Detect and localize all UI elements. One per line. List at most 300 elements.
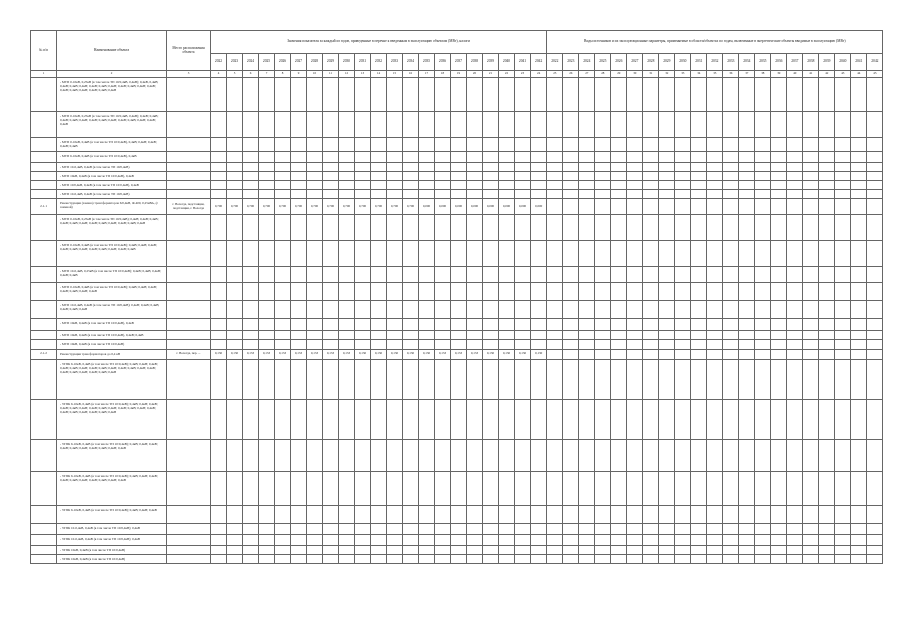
value-left-cell [515,545,531,554]
year-right-header: 2037 [787,54,803,71]
value-right-cell [611,163,627,172]
value-right-cell [611,331,627,340]
value-left-cell [467,241,483,267]
value-right-cell [547,523,563,534]
value-right-cell [787,181,803,190]
row-number [31,138,57,152]
value-left-cell [467,534,483,545]
value-right-cell [803,301,819,319]
value-left-cell [467,138,483,152]
value-right-cell [611,523,627,534]
value-left-cell [467,190,483,199]
value-right-cell [851,172,867,181]
value-right-cell [707,505,723,523]
value-right-cell [771,215,787,241]
value-right-cell [755,359,771,399]
value-right-cell [723,163,739,172]
value-left-cell [307,471,323,505]
value-right-cell [787,523,803,534]
value-left-cell [403,241,419,267]
value-right-cell [579,163,595,172]
value-left-cell [275,471,291,505]
value-right-cell [867,78,883,112]
value-right-cell [675,349,691,359]
value-right-cell [739,331,755,340]
object-name: - МТП 10кВ, 0,4кВ (в том числе ТП 10/0,4кВ) [57,340,167,349]
table-row [31,267,883,283]
value-right-cell [851,331,867,340]
value-left-cell [211,163,227,172]
value-right-cell [851,163,867,172]
column-index-cell: 20 [467,71,483,78]
value-right-cell [819,534,835,545]
row-number [31,283,57,301]
column-index-cell: 12 [339,71,355,78]
value-right-cell [835,545,851,554]
value-right-cell [595,78,611,112]
header-location: Место расположения объекта [167,31,211,71]
value-right-cell [835,439,851,471]
value-left-cell [419,172,435,181]
value-right-cell [851,319,867,331]
value-left-cell [515,283,531,301]
value-right-cell [867,545,883,554]
value-left-cell [243,163,259,172]
object-location [167,359,211,399]
value-right-cell [803,181,819,190]
table-row [31,349,883,359]
value-left-cell: 0,130 [211,349,227,359]
value-left-cell [339,172,355,181]
value-right-cell [659,349,675,359]
table-row [31,181,883,190]
value-right-cell [659,181,675,190]
column-index-cell: 17 [419,71,435,78]
value-right-cell [643,112,659,138]
value-right-cell [835,359,851,399]
value-left-cell [419,340,435,349]
value-right-cell [771,359,787,399]
value-right-cell [819,241,835,267]
value-left-cell [323,554,339,563]
value-left-cell [531,241,547,267]
value-left-cell [499,505,515,523]
value-left-cell [419,190,435,199]
value-left-cell [275,439,291,471]
value-right-cell [595,439,611,471]
value-left-cell [499,78,515,112]
value-right-cell [643,283,659,301]
value-right-cell [803,505,819,523]
value-right-cell [819,215,835,241]
value-left-cell [435,267,451,283]
value-right-cell [611,215,627,241]
value-left-cell [291,172,307,181]
value-left-cell [419,554,435,563]
value-left-cell [483,181,499,190]
row-number [31,359,57,399]
value-left-cell [419,163,435,172]
value-right-cell [819,340,835,349]
value-left-cell [323,78,339,112]
value-right-cell [787,199,803,215]
value-right-cell [563,78,579,112]
value-right-cell [547,349,563,359]
value-right-cell [595,190,611,199]
value-right-cell [659,359,675,399]
value-right-cell [643,439,659,471]
header-row-index [31,71,883,78]
value-left-cell [419,319,435,331]
value-left-cell [387,554,403,563]
value-right-cell [691,554,707,563]
value-left-cell [259,534,275,545]
value-right-cell [803,163,819,172]
value-left-cell [483,267,499,283]
value-right-cell [563,172,579,181]
value-left-cell [467,267,483,283]
object-location [167,267,211,283]
value-left-cell [259,78,275,112]
value-left-cell [307,319,323,331]
value-left-cell [211,301,227,319]
value-left-cell [243,439,259,471]
value-right-cell [595,152,611,163]
value-right-cell [691,152,707,163]
value-right-cell [819,199,835,215]
value-right-cell [547,439,563,471]
value-right-cell [803,199,819,215]
value-right-cell [579,112,595,138]
column-index-cell: 31 [643,71,659,78]
object-location [167,471,211,505]
value-left-cell [467,181,483,190]
value-left-cell: 0,130 [419,349,435,359]
value-left-cell [467,78,483,112]
value-right-cell [867,172,883,181]
value-left-cell: 0,000 [499,199,515,215]
header-group-right: Виды источников и их эксплуатационные параметры, применяемые в области/объектах по годам, включенные в энергетические объекты вводимые в эксплуатацию (МВт) [547,31,883,54]
value-right-cell [563,138,579,152]
value-left-cell [339,471,355,505]
value-right-cell [803,359,819,399]
value-right-cell [819,267,835,283]
value-left-cell [387,112,403,138]
value-right-cell [675,267,691,283]
value-left-cell [483,301,499,319]
column-index-cell: 5 [227,71,243,78]
value-left-cell [339,138,355,152]
value-right-cell [643,215,659,241]
object-name: - МТП 10-0,4кВ, 0,4кВ (в том числе ТП 10/0,4кВ); 0,4кВ; 0,4кВ; 0,4кВ; 0,4кВ; 0,4кВ; 0,4кВ [57,301,167,319]
value-left-cell [515,505,531,523]
value-left-cell: 0,700 [259,199,275,215]
column-index-cell: 34 [691,71,707,78]
value-left-cell [307,545,323,554]
value-right-cell [867,199,883,215]
value-right-cell [691,331,707,340]
value-right-cell [723,301,739,319]
value-left-cell [243,152,259,163]
value-right-cell [595,523,611,534]
value-right-cell [787,241,803,267]
object-location [167,554,211,563]
value-left-cell [275,181,291,190]
value-left-cell: 0,700 [387,199,403,215]
value-left-cell [275,505,291,523]
value-left-cell [291,359,307,399]
value-left-cell [371,340,387,349]
table-row [31,152,883,163]
value-left-cell [371,359,387,399]
object-location [167,319,211,331]
year-left-header: 2034 [403,54,419,71]
value-right-cell [595,359,611,399]
value-left-cell [259,505,275,523]
value-right-cell [803,215,819,241]
value-left-cell [531,181,547,190]
value-right-cell [851,78,867,112]
value-right-cell [851,199,867,215]
value-left-cell [483,439,499,471]
object-location [167,439,211,471]
value-right-cell [739,359,755,399]
value-right-cell [835,199,851,215]
value-left-cell [483,545,499,554]
year-right-header: 2026 [611,54,627,71]
value-left-cell [227,439,243,471]
value-right-cell [563,181,579,190]
value-right-cell [643,190,659,199]
value-right-cell [835,152,851,163]
value-left-cell [211,241,227,267]
value-right-cell [675,283,691,301]
value-left-cell [307,340,323,349]
value-right-cell [819,181,835,190]
value-left-cell [419,215,435,241]
value-left-cell [243,523,259,534]
value-right-cell [643,181,659,190]
value-left-cell [243,399,259,439]
value-left-cell [227,181,243,190]
value-right-cell [691,199,707,215]
value-left-cell [211,340,227,349]
value-left-cell [371,190,387,199]
value-right-cell [563,163,579,172]
value-left-cell [323,471,339,505]
value-left-cell [531,331,547,340]
value-right-cell [755,505,771,523]
value-left-cell [291,283,307,301]
value-right-cell [755,471,771,505]
column-index-cell: 27 [579,71,595,78]
value-left-cell [339,399,355,439]
column-index-cell: 3 [167,71,211,78]
value-right-cell [723,331,739,340]
value-left-cell [531,340,547,349]
value-left-cell [307,190,323,199]
value-right-cell [659,439,675,471]
value-left-cell [499,241,515,267]
column-index-cell: 29 [611,71,627,78]
value-left-cell [531,534,547,545]
value-left-cell [483,331,499,340]
value-right-cell [755,241,771,267]
value-left-cell [483,241,499,267]
value-left-cell [355,112,371,138]
value-left-cell [291,152,307,163]
value-right-cell [675,471,691,505]
year-left-header: 2042 [531,54,547,71]
value-right-cell [851,340,867,349]
value-left-cell: 0,700 [275,199,291,215]
object-location [167,331,211,340]
row-number [31,439,57,471]
value-left-cell [403,331,419,340]
value-left-cell [259,112,275,138]
value-right-cell [579,181,595,190]
value-right-cell [739,152,755,163]
value-left-cell [211,399,227,439]
value-right-cell [851,181,867,190]
value-left-cell [483,112,499,138]
year-left-header: 2027 [291,54,307,71]
value-left-cell: 0,133 [339,349,355,359]
value-right-cell [723,319,739,331]
value-right-cell [707,319,723,331]
value-left-cell [483,215,499,241]
value-left-cell [451,523,467,534]
table-row [31,138,883,152]
value-right-cell [547,283,563,301]
column-index-cell: 38 [755,71,771,78]
value-right-cell [835,215,851,241]
year-left-header: 2022 [211,54,227,71]
value-right-cell [659,172,675,181]
value-left-cell [403,319,419,331]
value-left-cell [387,78,403,112]
value-right-cell [739,283,755,301]
value-left-cell [259,545,275,554]
row-number [31,163,57,172]
value-right-cell [547,340,563,349]
value-right-cell [691,267,707,283]
value-right-cell [547,534,563,545]
value-right-cell [627,319,643,331]
object-location [167,138,211,152]
value-left-cell [339,283,355,301]
value-left-cell [419,283,435,301]
value-left-cell [307,554,323,563]
value-left-cell [403,152,419,163]
table-body [31,78,883,564]
object-name: Реконструкция (замена) трансформаторов 6/0,4кВ, Ф-400, 0,25кВА, (с заменой) [57,199,167,215]
value-right-cell [563,152,579,163]
value-left-cell [291,163,307,172]
value-left-cell [371,534,387,545]
value-right-cell [643,471,659,505]
value-right-cell [675,152,691,163]
value-left-cell: 0,130 [355,349,371,359]
value-left-cell [243,340,259,349]
object-name: - ЗТПК 6-10кВ, 0,4кВ (в том числе ТП 10/0,4кВ); 0,4кВ; 0,4кВ; 0,4кВ [57,505,167,523]
value-right-cell [547,267,563,283]
value-left-cell [355,331,371,340]
value-left-cell [227,319,243,331]
value-left-cell [435,241,451,267]
value-left-cell [531,359,547,399]
value-right-cell [707,359,723,399]
value-right-cell [819,283,835,301]
value-right-cell [579,241,595,267]
value-right-cell [611,319,627,331]
value-left-cell [387,283,403,301]
value-left-cell [499,190,515,199]
value-right-cell [707,138,723,152]
value-right-cell [691,471,707,505]
value-left-cell [451,283,467,301]
value-left-cell [355,505,371,523]
value-right-cell [675,534,691,545]
value-left-cell [467,215,483,241]
value-left-cell [403,545,419,554]
year-left-header: 2040 [499,54,515,71]
value-left-cell [275,534,291,545]
value-right-cell [819,359,835,399]
value-right-cell [787,505,803,523]
value-right-cell [675,301,691,319]
table-row [31,301,883,319]
value-left-cell [307,241,323,267]
value-left-cell [339,78,355,112]
value-left-cell [531,439,547,471]
year-left-header: 2039 [483,54,499,71]
row-number [31,152,57,163]
object-location [167,112,211,138]
value-left-cell [515,439,531,471]
value-left-cell [467,545,483,554]
value-right-cell [611,545,627,554]
value-left-cell [339,301,355,319]
value-right-cell [803,340,819,349]
value-left-cell [227,534,243,545]
value-right-cell [867,181,883,190]
value-right-cell [547,78,563,112]
value-right-cell [595,181,611,190]
value-left-cell [451,267,467,283]
value-right-cell [723,349,739,359]
value-left-cell [355,181,371,190]
value-left-cell [515,523,531,534]
value-left-cell [307,523,323,534]
value-right-cell [675,78,691,112]
value-right-cell [643,301,659,319]
value-left-cell [499,152,515,163]
value-right-cell [723,181,739,190]
value-left-cell [259,319,275,331]
value-right-cell [739,439,755,471]
value-right-cell [563,215,579,241]
value-left-cell [451,190,467,199]
value-right-cell [627,78,643,112]
value-left-cell [211,172,227,181]
value-right-cell [675,439,691,471]
value-left-cell [467,359,483,399]
value-right-cell [579,190,595,199]
value-left-cell [259,439,275,471]
value-right-cell [659,152,675,163]
value-left-cell [243,215,259,241]
